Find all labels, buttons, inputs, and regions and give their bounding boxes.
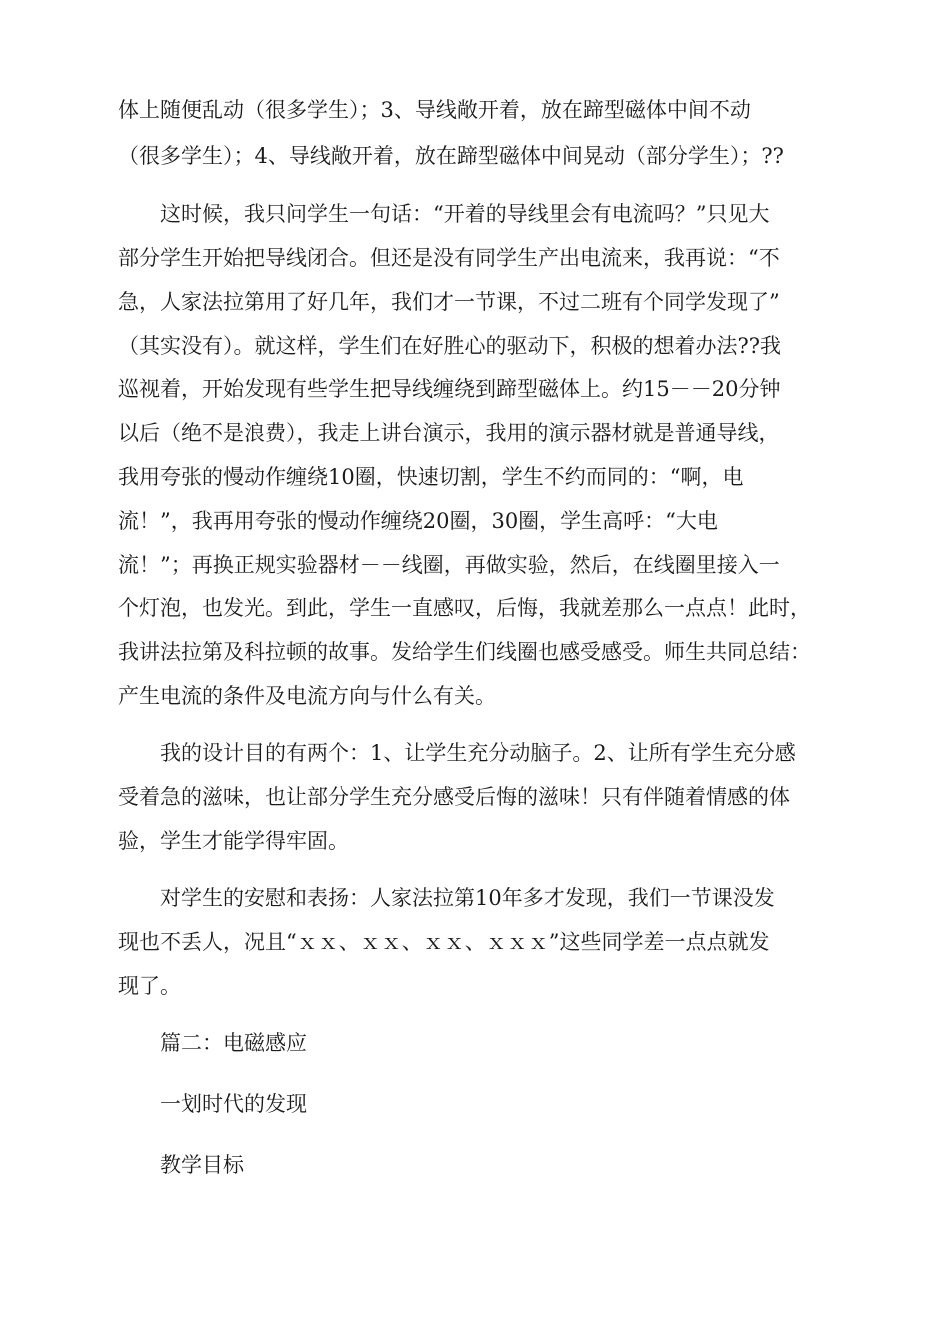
text-line: 现也不丢人，况且“ｘｘ、ｘｘ、ｘｘ、ｘｘｘ”这些同学差一点点就发 [118,930,770,954]
text-line: 急，人家法拉第用了好几年，我们才一节课，不过二班有个同学发现了” [118,290,780,314]
text-line: 产生电流的条件及电流方向与什么有关。 [118,684,496,708]
paragraph-start-line: 这时候，我只问学生一句话：“开着的导线里会有电流吗？”只见大 [160,202,770,226]
text-line: 现了。 [118,974,181,998]
text-line: 个灯泡，也发光。到此，学生一直感叹，后悔，我就差那么一点点！此时， [118,596,811,620]
text-line: 部分学生开始把导线闭合。但还是没有同学生产出电流来，我再说：“不 [118,246,780,270]
text-line: 流！”；再换正规实验器材－－线圈，再做实验，然后，在线圈里接入一 [118,553,780,577]
text-line: 受着急的滋味，也让部分学生充分感受后悔的滋味！只有伴随着情感的体 [118,785,790,809]
text-line: 验，学生才能学得牢固。 [118,829,349,853]
text-line: 以后（绝不是浪费），我走上讲台演示，我用的演示器材就是普通导线， [118,421,780,445]
section-heading: 篇二：电磁感应 [160,1031,307,1055]
text-line: 我讲法拉第及科拉顿的故事。发给学生们线圈也感受感受。师生共同总结： [118,640,811,664]
text-line: 巡视着，开始发现有些学生把导线缠绕到蹄型磁体上。约15－－20分钟 [118,377,781,401]
text-line: （很多学生）；4、导线敞开着，放在蹄型磁体中间晃动（部分学生）；?? [118,144,784,168]
subsection-heading: 一划时代的发现 [160,1092,307,1116]
paragraph-start-line: 对学生的安慰和表扬：人家法拉第10年多才发现，我们一节课没发 [160,886,775,910]
subsection-heading: 教学目标 [160,1153,244,1177]
text-line: 流！”，我再用夸张的慢动作缠绕20圈，30圈，学生高呼：“大电 [118,509,718,533]
text-line: （其实没有）。就这样，学生们在好胜心的驱动下，积极的想着办法??我 [118,334,782,358]
paragraph-start-line: 我的设计目的有两个：1、让学生充分动脑子。2、让所有学生充分感 [160,741,796,765]
text-line: 我用夸张的慢动作缠绕10圈，快速切割，学生不约而同的：“啊，电 [118,465,744,489]
text-line: 体上随便乱动（很多学生）；3、导线敞开着，放在蹄型磁体中间不动 [118,98,751,122]
